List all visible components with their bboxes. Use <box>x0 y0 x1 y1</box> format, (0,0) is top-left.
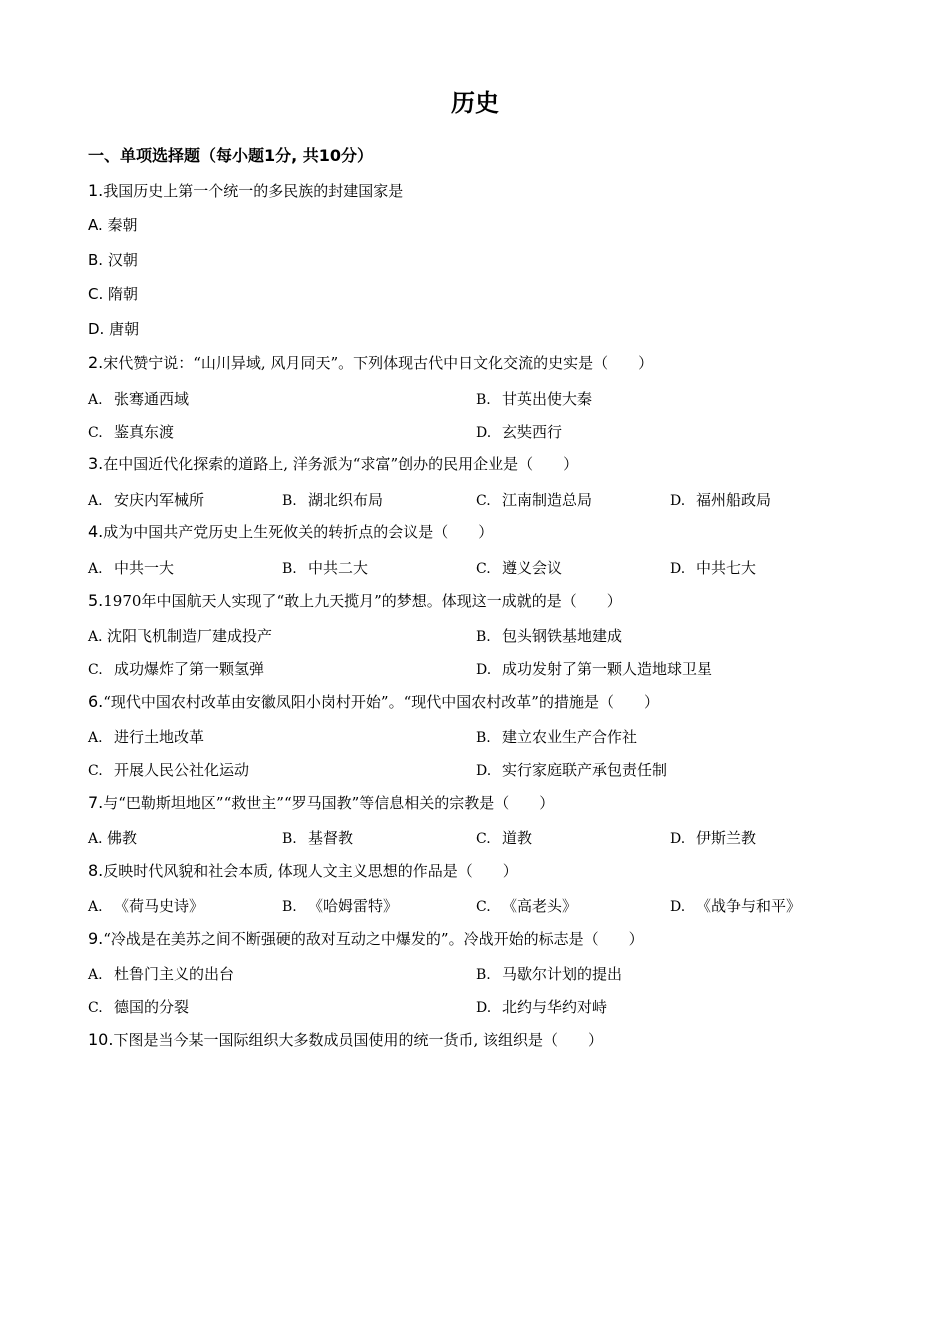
question-text: 我国历史上第一个统一的多民族的封建国家是 <box>103 182 404 200</box>
option-text: 《荷马史诗》 <box>114 897 205 915</box>
option-text: 伊斯兰教 <box>696 829 757 847</box>
option-2b[interactable] <box>476 388 592 411</box>
option-letter: D. <box>670 493 686 509</box>
option-letter: C. <box>476 493 491 509</box>
option-9a[interactable] <box>88 963 234 986</box>
option-letter: D. <box>670 561 686 577</box>
option-letter: A. <box>88 561 103 577</box>
question-number: 5. <box>88 591 104 610</box>
question-text: 宋代赞宁说：“山川异域, 风月同天”。下列体现古代中日文化交流的史实是（ ） <box>103 354 654 372</box>
question-text: 成为中国共产党历史上生死攸关的转折点的会议是（ ） <box>103 523 494 541</box>
option-5c[interactable] <box>88 658 264 681</box>
question-3 <box>88 453 578 475</box>
option-6d[interactable] <box>476 759 667 782</box>
option-4a[interactable] <box>88 557 174 580</box>
option-letter: B. <box>282 899 297 915</box>
question-number: 2. <box>88 353 104 372</box>
question-7 <box>88 792 554 814</box>
option-letter: D. <box>670 831 686 847</box>
option-text: 实行家庭联产承包责任制 <box>502 761 668 779</box>
option-letter: D. <box>476 425 492 441</box>
option-3a[interactable] <box>88 489 204 512</box>
question-5 <box>88 590 622 612</box>
option-text: 建立农业生产合作社 <box>502 728 638 746</box>
option-3d[interactable] <box>670 489 771 512</box>
question-number: 10. <box>88 1030 114 1049</box>
option-text: 进行土地改革 <box>114 728 205 746</box>
option-8b[interactable] <box>282 895 398 918</box>
option-9b[interactable] <box>476 963 622 986</box>
option-text: 安庆内军械所 <box>114 491 205 509</box>
option-9d[interactable] <box>476 996 607 1019</box>
option-letter: B. <box>476 392 491 408</box>
option-1d[interactable] <box>88 318 139 340</box>
question-text: “冷战是在美苏之间不断强硬的敌对互动之中爆发的”。冷战开始的标志是（ ） <box>103 930 644 948</box>
option-letter: B. <box>88 251 104 269</box>
option-text: 鉴真东渡 <box>114 423 175 441</box>
option-1b[interactable] <box>88 249 138 271</box>
option-letter: C. <box>88 662 103 678</box>
option-text: 中共七大 <box>696 559 757 577</box>
option-letter: A． <box>88 831 113 847</box>
option-letter: B. <box>282 493 297 509</box>
question-text: 与“巴勒斯坦地区”“救世主”“罗马国教”等信息相关的宗教是（ ） <box>103 794 555 812</box>
option-5a[interactable] <box>88 625 272 648</box>
question-number: 4. <box>88 522 104 541</box>
option-letter: B. <box>476 967 491 983</box>
option-text: 成功爆炸了第一颗氢弹 <box>114 660 265 678</box>
option-text: 隋朝 <box>108 285 139 303</box>
option-text: 江南制造总局 <box>502 491 593 509</box>
question-2 <box>88 352 653 374</box>
option-text: 成功发射了第一颗人造地球卫星 <box>502 660 713 678</box>
option-1a[interactable] <box>88 214 138 236</box>
option-2d[interactable] <box>476 421 562 444</box>
page-title: 历史 <box>451 89 499 117</box>
option-8d[interactable] <box>670 895 801 918</box>
question-number: 3. <box>88 454 104 473</box>
option-letter: A. <box>88 967 103 983</box>
option-5b[interactable] <box>476 625 622 648</box>
option-text: 秦朝 <box>107 216 138 234</box>
option-letter: A. <box>88 216 103 234</box>
option-letter: C. <box>88 285 104 303</box>
option-5d[interactable] <box>476 658 712 681</box>
option-6b[interactable] <box>476 726 637 749</box>
question-text: 反映时代风貌和社会本质, 体现人文主义思想的作品是（ ） <box>103 862 518 880</box>
option-2c[interactable] <box>88 421 174 444</box>
option-3b[interactable] <box>282 489 383 512</box>
option-letter: C. <box>476 831 491 847</box>
option-6a[interactable] <box>88 726 204 749</box>
option-letter: D. <box>476 763 492 779</box>
option-letter: B. <box>476 730 491 746</box>
question-number: 6. <box>88 692 104 711</box>
option-letter: C. <box>88 763 103 779</box>
option-text: 湖北织布局 <box>308 491 384 509</box>
option-text: 德国的分裂 <box>114 998 190 1016</box>
option-8a[interactable] <box>88 895 204 918</box>
option-text: 基督教 <box>308 829 354 847</box>
option-4b[interactable] <box>282 557 368 580</box>
option-letter: A． <box>88 629 113 645</box>
option-text: 佛教 <box>107 829 138 847</box>
option-text: 《哈姆雷特》 <box>308 897 399 915</box>
option-text: 沈阳飞机制造厂建成投产 <box>107 627 273 645</box>
option-letter: B. <box>282 831 297 847</box>
option-letter: C. <box>88 425 103 441</box>
option-text: 中共二大 <box>308 559 369 577</box>
option-letter: A. <box>88 730 103 746</box>
question-4 <box>88 521 493 543</box>
option-9c[interactable] <box>88 996 189 1019</box>
option-letter: D. <box>476 662 492 678</box>
question-6 <box>88 691 659 713</box>
question-10 <box>88 1029 603 1051</box>
option-7d[interactable] <box>670 827 756 850</box>
question-number: 7. <box>88 793 104 812</box>
option-3c[interactable] <box>476 489 592 512</box>
option-1c[interactable] <box>88 283 138 305</box>
option-letter: A. <box>88 899 103 915</box>
question-8 <box>88 860 518 882</box>
section-heading: 一、单项选择题（每小题1分, 共10分） <box>88 146 374 165</box>
option-letter: A. <box>88 493 103 509</box>
option-text: 中共一大 <box>114 559 175 577</box>
option-text: 马歇尔计划的提出 <box>502 965 623 983</box>
option-text: 北约与华约对峙 <box>502 998 608 1016</box>
option-letter: D. <box>476 1000 492 1016</box>
option-letter: C. <box>88 1000 103 1016</box>
option-letter: A. <box>88 392 103 408</box>
option-letter: C. <box>476 561 491 577</box>
option-text: 《战争与和平》 <box>696 897 802 915</box>
option-2a[interactable] <box>88 388 189 411</box>
option-text: 福州船政局 <box>696 491 772 509</box>
option-4c[interactable] <box>476 557 562 580</box>
option-text: 开展人民公社化运动 <box>114 761 250 779</box>
option-text: 遵义会议 <box>502 559 563 577</box>
option-4d[interactable] <box>670 557 756 580</box>
option-7b[interactable] <box>282 827 353 850</box>
option-letter: B. <box>282 561 297 577</box>
question-text: 下图是当今某一国际组织大多数成员国使用的统一货币, 该组织是（ ） <box>113 1031 603 1049</box>
question-text: 1970年中国航天人实现了“敢上九天揽月”的梦想。体现这一成就的是（ ） <box>103 592 622 610</box>
option-text: 《高老头》 <box>502 897 578 915</box>
option-text: 杜鲁门主义的出台 <box>114 965 235 983</box>
option-text: 甘英出使大秦 <box>502 390 593 408</box>
question-number: 9. <box>88 929 104 948</box>
option-text: 汉朝 <box>107 251 138 269</box>
option-letter: D. <box>670 899 686 915</box>
option-7c[interactable] <box>476 827 532 850</box>
option-text: 玄奘西行 <box>502 423 563 441</box>
option-text: 包头钢铁基地建成 <box>502 627 623 645</box>
option-letter: D. <box>88 320 105 338</box>
question-9 <box>88 928 644 950</box>
option-letter: B. <box>476 629 491 645</box>
option-8c[interactable] <box>476 895 577 918</box>
question-number: 1. <box>88 181 104 200</box>
question-number: 8. <box>88 861 104 880</box>
question-text: “现代中国农村改革由安徽凤阳小岗村开始”。“现代中国农村改革”的措施是（ ） <box>103 693 659 711</box>
option-text: 唐朝 <box>109 320 140 338</box>
option-text: 张骞通西域 <box>114 390 190 408</box>
option-6c[interactable] <box>88 759 249 782</box>
option-text: 道教 <box>502 829 533 847</box>
option-letter: C. <box>476 899 491 915</box>
question-text: 在中国近代化探索的道路上, 洋务派为“求富”创办的民用企业是（ ） <box>103 455 579 473</box>
question-1 <box>88 180 403 202</box>
option-7a[interactable] <box>88 827 137 850</box>
